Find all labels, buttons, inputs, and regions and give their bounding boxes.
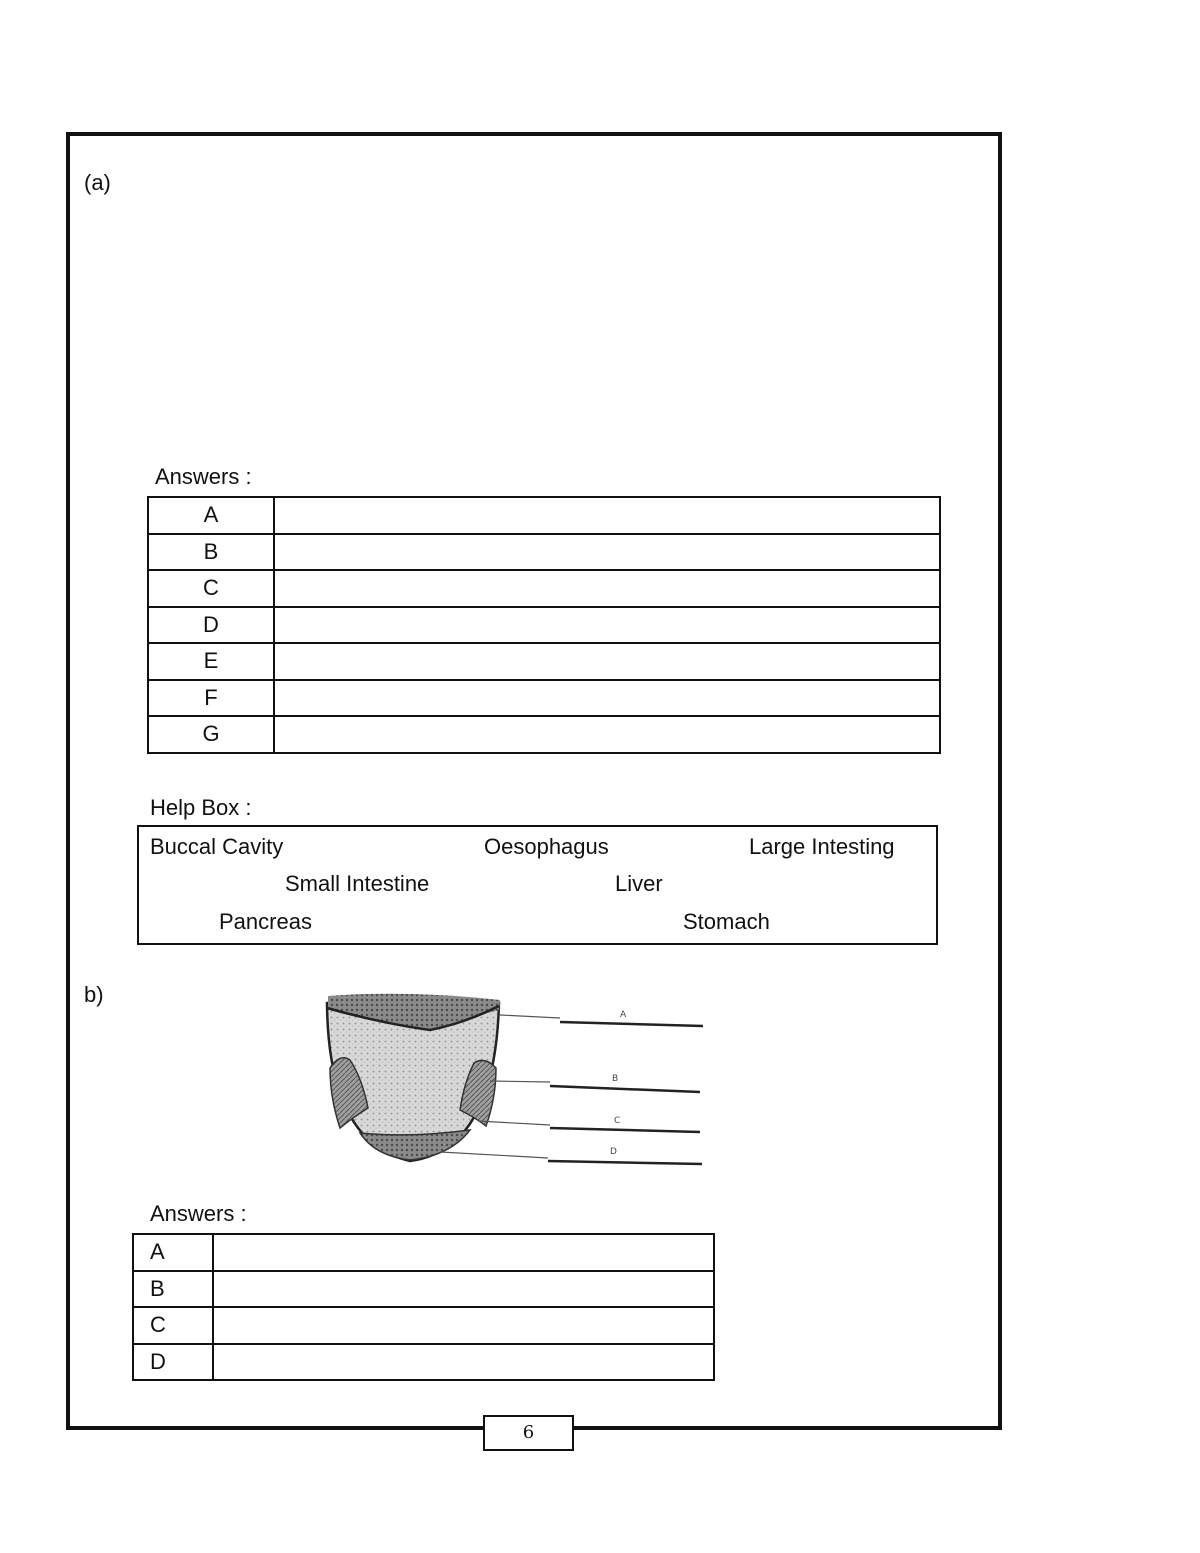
answer-key: A: [148, 497, 274, 534]
answer-field[interactable]: [213, 1234, 714, 1271]
answer-field[interactable]: [213, 1307, 714, 1344]
answer-key: G: [148, 716, 274, 753]
help-term: Large Intesting: [749, 834, 895, 859]
table-row: [148, 716, 940, 753]
answer-key: A: [133, 1234, 213, 1271]
answer-field[interactable]: [274, 680, 940, 717]
answer-field[interactable]: [274, 534, 940, 571]
help-box: [137, 825, 938, 945]
part-b-label: b): [84, 982, 104, 1007]
answers-b-table: [132, 1233, 715, 1381]
diagram-label-c: C: [614, 1116, 621, 1126]
table-row: [148, 643, 940, 680]
page-number: 6: [483, 1415, 574, 1451]
answer-key: D: [148, 607, 274, 644]
answer-field[interactable]: [274, 643, 940, 680]
help-term: Pancreas: [219, 909, 312, 934]
answer-field[interactable]: [274, 716, 940, 753]
answer-field[interactable]: [274, 497, 940, 534]
answer-field[interactable]: [213, 1271, 714, 1308]
answers-a-table: [147, 496, 941, 754]
part-a-label: (a): [84, 170, 111, 195]
diagram-label-d: D: [610, 1147, 617, 1157]
answer-key: F: [148, 680, 274, 717]
table-row: [133, 1307, 714, 1344]
answers-b-label: Answers :: [150, 1201, 247, 1226]
answer-key: D: [133, 1344, 213, 1381]
help-term: Small Intestine: [285, 871, 430, 896]
answer-field[interactable]: [213, 1344, 714, 1381]
help-term: Oesophagus: [484, 834, 609, 859]
table-row: [148, 534, 940, 571]
answer-field[interactable]: [274, 607, 940, 644]
diagram-label-a: A: [620, 1010, 627, 1020]
help-term: Stomach: [683, 909, 770, 934]
table-row: [133, 1271, 714, 1308]
table-row: [148, 680, 940, 717]
table-row: [148, 570, 940, 607]
organ-section: [327, 994, 500, 1161]
label-lines: [548, 1022, 703, 1164]
help-box-label: Help Box :: [150, 795, 252, 820]
answer-field[interactable]: [274, 570, 940, 607]
diagram-label-b: B: [612, 1074, 619, 1084]
answer-key: B: [148, 534, 274, 571]
table-row: [148, 607, 940, 644]
answer-key: C: [133, 1307, 213, 1344]
help-term: Liver: [615, 871, 663, 896]
answer-key: C: [148, 570, 274, 607]
help-term: Buccal Cavity: [150, 834, 284, 859]
table-row: [148, 497, 940, 534]
answer-key: E: [148, 643, 274, 680]
table-row: [133, 1234, 714, 1271]
cross-section-diagram: [300, 968, 720, 1168]
answer-key: B: [133, 1271, 213, 1308]
answers-a-label: Answers :: [155, 464, 252, 489]
table-row: [133, 1344, 714, 1381]
